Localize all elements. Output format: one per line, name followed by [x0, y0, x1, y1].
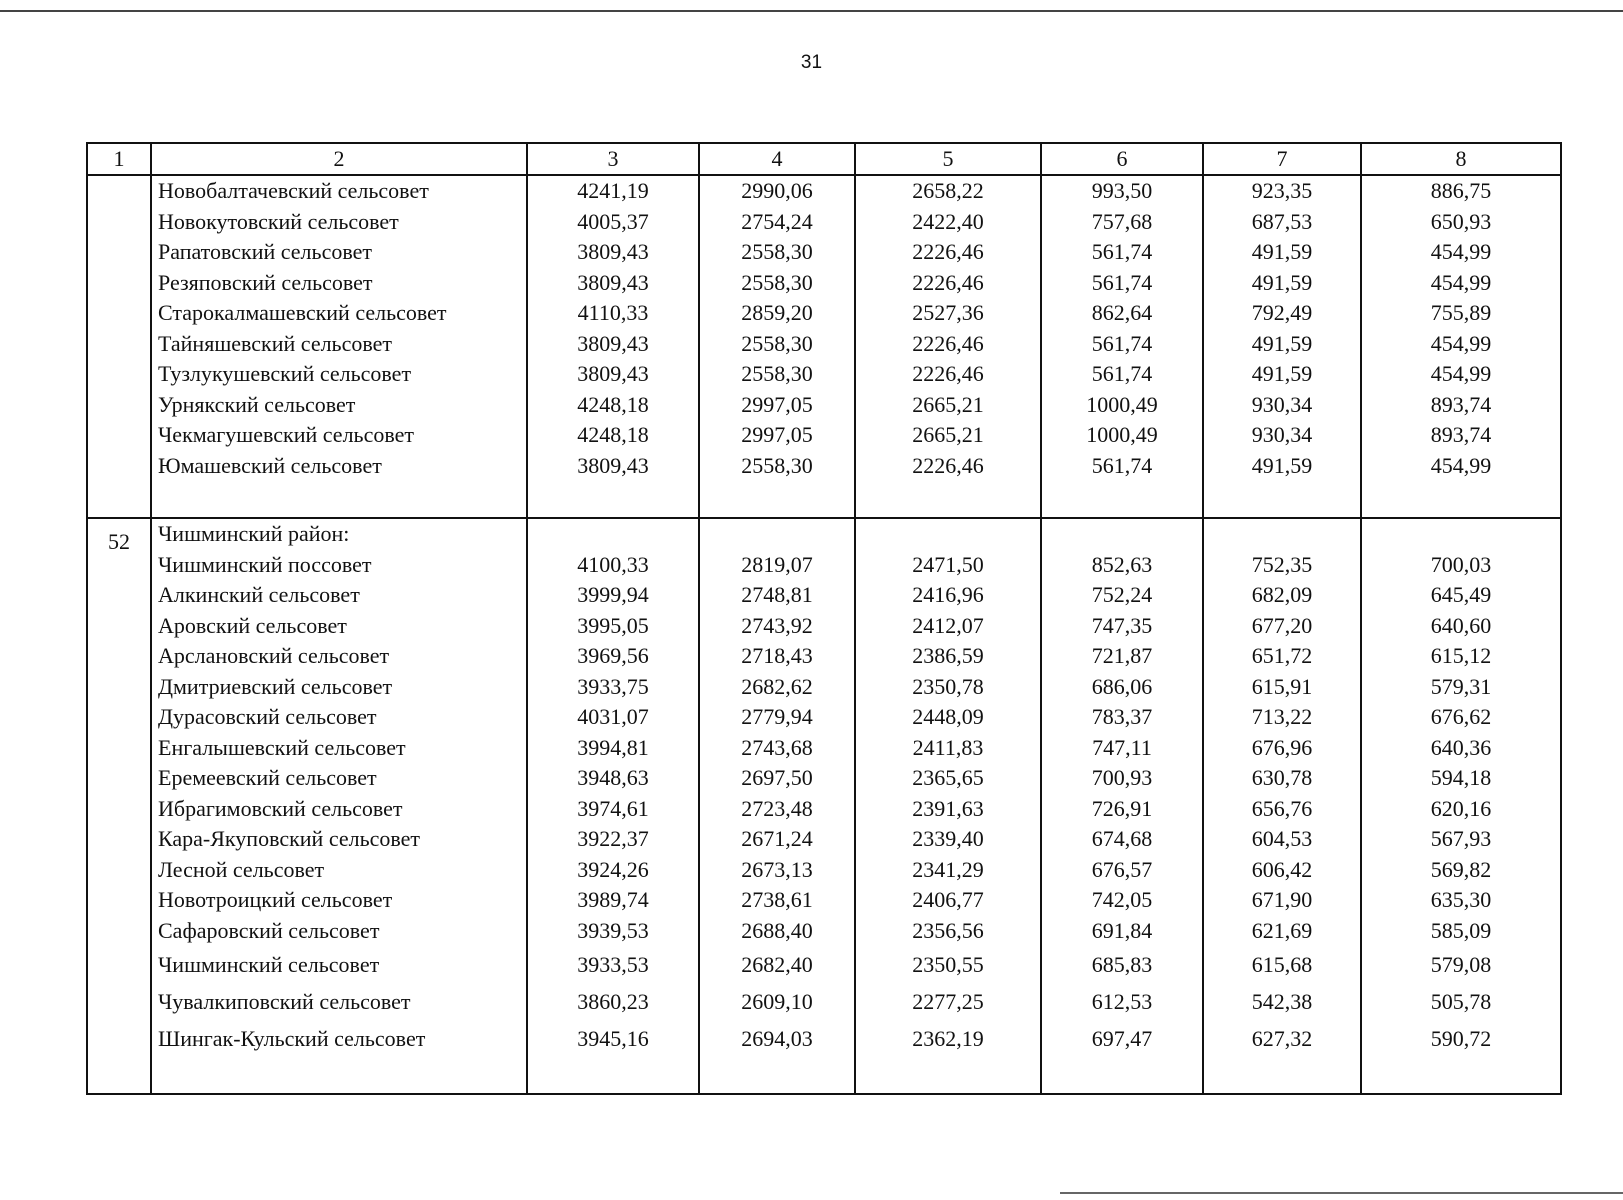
value-cell: 2406,77 — [912, 887, 984, 912]
settlement-name: Алкинский сельсовет — [158, 582, 360, 607]
column-header: 6 — [1041, 143, 1203, 175]
value-cell: 3922,37 — [577, 826, 649, 851]
value-cell: 651,72 — [1251, 643, 1313, 668]
value-cell: 923,35 — [1251, 178, 1313, 203]
value-cell: 4241,19 — [577, 178, 649, 203]
value-cell: 2226,46 — [912, 239, 984, 264]
value-cell: 2277,25 — [912, 989, 984, 1014]
value-cell: 615,12 — [1430, 643, 1492, 668]
value-cell: 569,82 — [1430, 856, 1492, 882]
value-cell: 3809,43 — [577, 269, 649, 295]
value-cell: 757,68 — [1091, 208, 1153, 234]
value-cell: 930,34 — [1251, 422, 1313, 447]
value-cell: 2673,13 — [741, 856, 813, 882]
value-column — [699, 518, 855, 1094]
value-cell: 454,99 — [1430, 361, 1492, 386]
district-title: Чишминский район: — [158, 521, 350, 546]
value-column — [855, 518, 1041, 1094]
value-column — [699, 175, 855, 518]
value-cell: 3809,43 — [577, 330, 649, 356]
value-cell: 615,68 — [1251, 952, 1313, 977]
value-cell: 2386,59 — [912, 643, 984, 668]
value-cell: 3989,74 — [577, 887, 649, 912]
value-cell: 852,63 — [1091, 551, 1153, 577]
value-cell: 676,62 — [1430, 704, 1492, 729]
value-cell: 2658,22 — [912, 178, 984, 203]
value-cell: 721,87 — [1091, 643, 1153, 668]
value-cell: 2416,96 — [912, 582, 984, 607]
value-cell: 645,49 — [1430, 582, 1492, 607]
value-cell: 640,36 — [1430, 734, 1492, 760]
column-header: 1 — [87, 143, 151, 175]
value-cell: 3933,53 — [577, 952, 649, 977]
value-cell: 700,03 — [1430, 551, 1492, 577]
value-cell: 2743,92 — [741, 612, 813, 638]
value-cell: 2350,55 — [912, 952, 984, 977]
value-cell: 615,91 — [1251, 673, 1313, 699]
value-cell: 3994,81 — [577, 734, 649, 760]
value-cell: 567,93 — [1430, 826, 1492, 851]
settlement-name: Аровский сельсовет — [158, 612, 347, 638]
settlement-name: Новокутовский сельсовет — [158, 208, 399, 234]
value-cell: 742,05 — [1091, 887, 1153, 912]
value-cell: 3860,23 — [577, 989, 649, 1014]
settlement-name: Тузлукушевский сельсовет — [158, 361, 412, 386]
value-cell: 2665,21 — [912, 391, 984, 417]
value-cell: 561,74 — [1091, 361, 1153, 386]
value-cell: 2558,30 — [741, 269, 813, 295]
value-cell: 2350,78 — [912, 673, 984, 699]
value-cell: 3945,16 — [577, 1026, 649, 1051]
value-cell: 2609,10 — [741, 989, 813, 1014]
settlement-name: Чишминский сельсовет — [158, 952, 380, 977]
value-cell: 2665,21 — [912, 422, 984, 447]
value-cell: 3809,43 — [577, 452, 649, 478]
value-cell: 635,30 — [1430, 887, 1492, 912]
settlement-name: Чувалкиповский сельсовет — [158, 989, 411, 1014]
value-cell: 755,89 — [1430, 300, 1492, 325]
value-cell: 2748,81 — [741, 582, 813, 607]
value-cell: 691,84 — [1091, 917, 1153, 943]
value-cell: 4110,33 — [577, 300, 649, 325]
value-cell: 2688,40 — [741, 917, 813, 943]
value-cell: 2558,30 — [741, 452, 813, 478]
settlement-name: Урнякский сельсовет — [158, 391, 356, 417]
value-cell: 682,09 — [1251, 582, 1313, 607]
name-column — [151, 518, 527, 1094]
value-cell: 713,22 — [1251, 704, 1313, 729]
value-cell: 993,50 — [1091, 178, 1153, 203]
value-cell: 2697,50 — [741, 765, 813, 790]
value-cell: 2819,07 — [741, 551, 813, 577]
value-cell: 700,93 — [1091, 765, 1153, 790]
value-cell: 677,20 — [1251, 612, 1313, 638]
column-header: 4 — [699, 143, 855, 175]
value-cell: 590,72 — [1430, 1026, 1492, 1051]
column-header: 5 — [855, 143, 1041, 175]
value-column — [1361, 518, 1561, 1094]
value-cell: 2356,56 — [912, 917, 984, 943]
value-cell: 604,53 — [1251, 826, 1313, 851]
value-cell: 3809,43 — [577, 239, 649, 264]
value-cell: 491,59 — [1251, 452, 1313, 478]
value-cell: 656,76 — [1251, 795, 1313, 821]
value-column — [1041, 518, 1203, 1094]
value-cell: 893,74 — [1430, 422, 1492, 447]
value-cell: 2391,63 — [912, 795, 984, 821]
value-cell: 2682,40 — [741, 952, 813, 977]
value-cell: 627,32 — [1251, 1026, 1313, 1051]
settlement-name: Дмитриевский сельсовет — [158, 673, 393, 699]
value-cell: 2743,68 — [741, 734, 813, 760]
value-cell: 2558,30 — [741, 361, 813, 386]
value-cell: 2226,46 — [912, 269, 984, 295]
value-cell: 2448,09 — [912, 704, 984, 729]
block-number — [87, 175, 151, 518]
settlement-name: Дурасовский сельсовет — [158, 704, 377, 729]
settlement-name: Старокалмашевский сельсовет — [158, 300, 447, 325]
value-cell: 886,75 — [1430, 178, 1492, 203]
value-cell: 3969,56 — [577, 643, 649, 668]
value-cell: 4100,33 — [577, 551, 649, 577]
table-block — [87, 518, 1561, 1094]
value-column — [1041, 175, 1203, 518]
value-cell: 2754,24 — [741, 208, 813, 234]
value-cell: 2738,61 — [741, 887, 813, 912]
value-cell: 454,99 — [1430, 269, 1492, 295]
value-cell: 579,31 — [1430, 673, 1492, 699]
value-cell: 2471,50 — [912, 551, 984, 577]
value-cell: 2412,07 — [912, 612, 984, 638]
value-cell: 630,78 — [1251, 765, 1313, 790]
value-cell: 2682,62 — [741, 673, 813, 699]
value-cell: 579,08 — [1430, 952, 1492, 977]
value-cell: 2779,94 — [741, 704, 813, 729]
value-cell: 2859,20 — [741, 300, 813, 325]
settlement-name: Еремеевский сельсовет — [158, 765, 377, 790]
column-header: 8 — [1361, 143, 1561, 175]
value-cell: 621,69 — [1251, 917, 1313, 943]
bottom-rule — [1060, 1192, 1623, 1194]
value-cell: 685,83 — [1091, 952, 1153, 977]
value-cell: 687,53 — [1251, 208, 1313, 234]
value-cell: 2226,46 — [912, 361, 984, 386]
value-cell: 454,99 — [1430, 330, 1492, 356]
header-row — [87, 143, 1561, 175]
value-cell: 3948,63 — [577, 765, 649, 790]
settlement-name: Новотроицкий сельсовет — [158, 887, 393, 912]
value-cell: 454,99 — [1430, 452, 1492, 478]
value-cell: 594,18 — [1430, 765, 1492, 790]
value-cell: 3974,61 — [577, 795, 649, 821]
value-cell: 3939,53 — [577, 917, 649, 943]
value-cell: 893,74 — [1430, 391, 1492, 417]
value-cell: 747,11 — [1092, 734, 1152, 760]
value-column — [527, 518, 699, 1094]
value-cell: 2997,05 — [741, 391, 813, 417]
value-cell: 752,35 — [1251, 551, 1313, 577]
value-cell: 1000,49 — [1086, 391, 1158, 417]
value-cell: 3924,26 — [577, 856, 649, 882]
settlement-name: Новобалтачевский сельсовет — [158, 178, 429, 203]
column-header: 3 — [527, 143, 699, 175]
value-cell: 620,16 — [1430, 795, 1492, 821]
value-cell: 585,09 — [1430, 917, 1492, 943]
value-cell: 612,53 — [1091, 989, 1153, 1014]
value-column — [1203, 175, 1361, 518]
value-cell: 4005,37 — [577, 208, 649, 234]
value-cell: 542,38 — [1251, 989, 1313, 1014]
settlement-name: Арслановский сельсовет — [158, 643, 390, 668]
value-cell: 491,59 — [1251, 269, 1313, 295]
value-cell: 697,47 — [1091, 1026, 1153, 1051]
value-cell: 3999,94 — [577, 582, 649, 607]
value-cell: 2411,83 — [912, 734, 984, 760]
value-cell: 4248,18 — [577, 391, 649, 417]
value-cell: 676,96 — [1251, 734, 1313, 760]
settlement-name: Шингак-Кульский сельсовет — [158, 1026, 426, 1051]
value-cell: 747,35 — [1091, 612, 1153, 638]
top-rule — [0, 10, 1623, 12]
value-cell: 2990,06 — [741, 178, 813, 203]
value-cell: 2558,30 — [741, 330, 813, 356]
value-column — [527, 175, 699, 518]
value-column — [855, 175, 1041, 518]
value-cell: 2723,48 — [741, 795, 813, 821]
value-cell: 2362,19 — [912, 1026, 984, 1051]
value-cell: 2718,43 — [741, 643, 813, 668]
column-header: 7 — [1203, 143, 1361, 175]
value-cell: 862,64 — [1091, 300, 1153, 325]
value-cell: 676,57 — [1091, 856, 1153, 882]
value-cell: 491,59 — [1251, 361, 1313, 386]
value-cell: 2671,24 — [741, 826, 813, 851]
value-cell: 3995,05 — [577, 612, 649, 638]
value-cell: 930,34 — [1251, 391, 1313, 417]
value-cell: 2694,03 — [741, 1026, 813, 1051]
settlement-name: Юмашевский сельсовет — [158, 452, 382, 478]
value-cell: 606,42 — [1251, 856, 1313, 882]
table-block — [87, 175, 1561, 518]
value-cell: 3809,43 — [577, 361, 649, 386]
settlement-name: Рапатовский сельсовет — [158, 239, 372, 264]
value-cell: 2558,30 — [741, 239, 813, 264]
value-cell: 674,68 — [1091, 826, 1153, 851]
settlement-name: Сафаровский сельсовет — [158, 917, 380, 943]
settlement-name: Тайняшевский сельсовет — [158, 330, 392, 356]
value-cell: 783,37 — [1091, 704, 1153, 729]
settlement-name: Кара-Якуповский сельсовет — [158, 826, 421, 851]
page-number: 31 — [800, 52, 823, 73]
block-number: 52 — [87, 518, 151, 1094]
value-cell: 1000,49 — [1086, 422, 1158, 447]
value-cell: 2365,65 — [912, 765, 984, 790]
settlement-name: Енгалышевский сельсовет — [158, 734, 406, 760]
value-cell: 561,74 — [1091, 452, 1153, 478]
settlement-name: Лесной сельсовет — [158, 856, 325, 882]
value-cell: 2527,36 — [912, 300, 984, 325]
column-header: 2 — [151, 143, 527, 175]
settlement-name: Чишминский поссовет — [158, 551, 372, 577]
value-cell: 2997,05 — [741, 422, 813, 447]
value-cell: 792,49 — [1251, 300, 1313, 325]
name-column — [151, 175, 527, 518]
value-cell: 2226,46 — [912, 330, 984, 356]
value-cell: 2226,46 — [912, 452, 984, 478]
value-cell: 561,74 — [1091, 330, 1153, 356]
value-cell: 752,24 — [1091, 582, 1153, 607]
value-cell: 686,06 — [1091, 673, 1153, 699]
value-cell: 505,78 — [1430, 989, 1492, 1014]
value-cell: 4248,18 — [577, 422, 649, 447]
value-cell: 650,93 — [1430, 208, 1492, 234]
value-column — [1203, 518, 1361, 1094]
value-cell: 491,59 — [1251, 330, 1313, 356]
value-cell: 2339,40 — [912, 826, 984, 851]
value-cell: 561,74 — [1091, 239, 1153, 264]
value-cell: 726,91 — [1091, 795, 1153, 821]
settlement-name: Ибрагимовский сельсовет — [158, 795, 403, 821]
value-cell: 671,90 — [1251, 887, 1313, 912]
value-cell: 454,99 — [1430, 239, 1492, 264]
value-cell: 2422,40 — [912, 208, 984, 234]
value-cell: 3933,75 — [577, 673, 649, 699]
rates-table — [86, 142, 1562, 1095]
settlement-name: Резяповский сельсовет — [158, 269, 373, 295]
value-column — [1361, 175, 1561, 518]
value-cell: 491,59 — [1251, 239, 1313, 264]
settlement-name: Чекмагушевский сельсовет — [158, 422, 414, 447]
value-cell: 4031,07 — [577, 704, 649, 729]
value-cell: 2341,29 — [912, 856, 984, 882]
value-cell: 640,60 — [1430, 612, 1492, 638]
value-cell: 561,74 — [1091, 269, 1153, 295]
